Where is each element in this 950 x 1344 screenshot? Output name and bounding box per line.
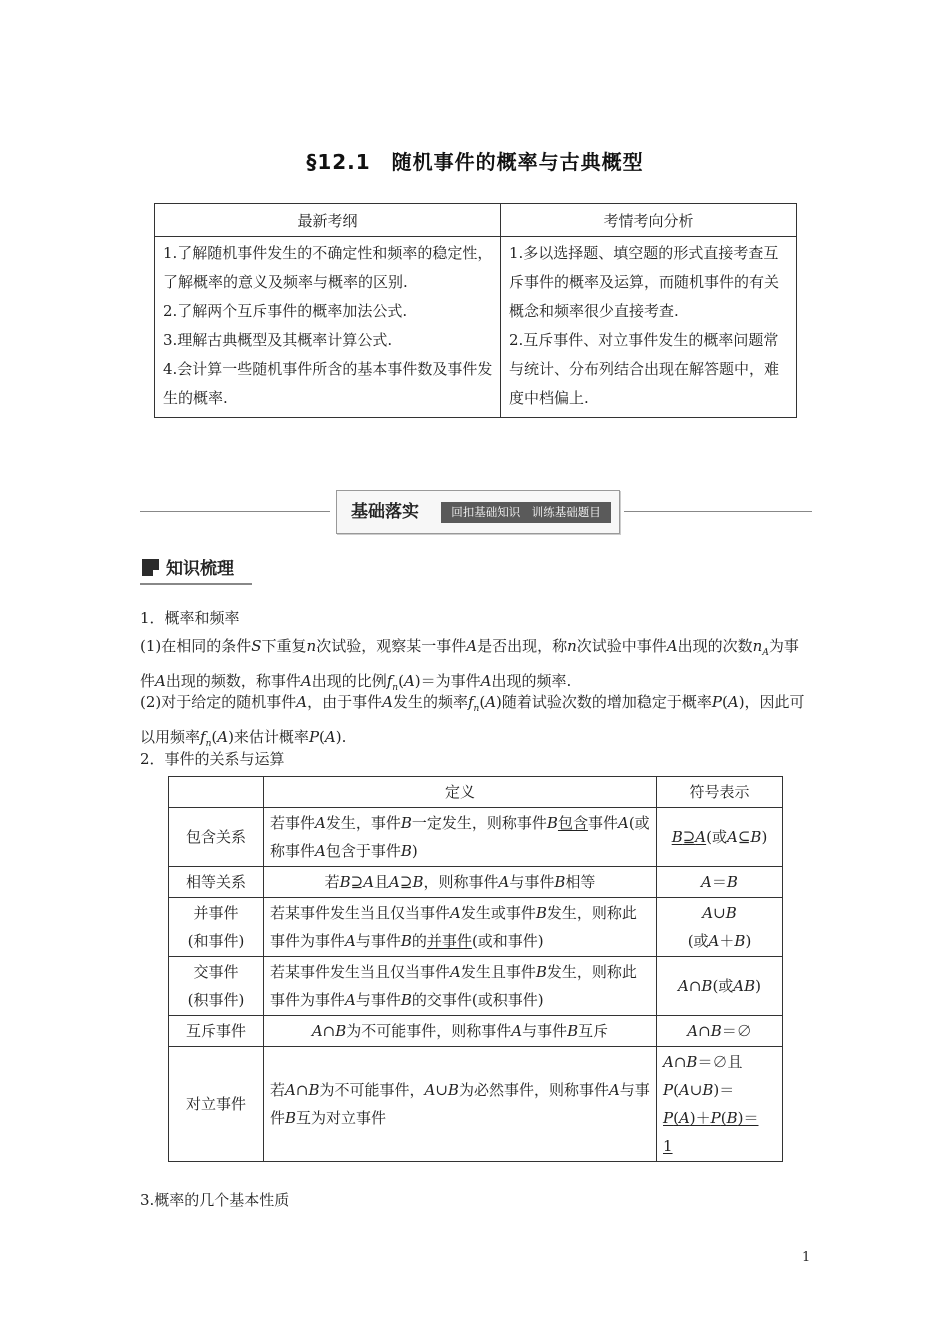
page-title: §12.1 随机事件的概率与古典概型	[306, 150, 644, 174]
row-name-intersection: 交事件 (积事件)	[169, 957, 264, 1016]
knowledge-heading	[140, 553, 252, 583]
definition-union: 若某事件发生当且仅当事件A发生或事件B发生，则称此事件为事件A与事件B的并事件(或和事件)	[264, 898, 657, 957]
outline-item: 1.了解随机事件发生的不确定性和频率的稳定性，了解概率的意义及频率与概率的区别.	[163, 244, 493, 291]
event-relations-table	[168, 776, 783, 1162]
row-name-union: 并事件 (和事件)	[169, 898, 264, 957]
analysis-cell	[501, 237, 797, 418]
row-name-complementary: 对立事件	[169, 1047, 264, 1162]
symbol-equality: A＝B	[657, 867, 783, 898]
analysis-item: 1.多以选择题、填空题的形式直接考查互斥事件的概率及运算，而随机事件的有关概念和频率很少直接考查.	[509, 244, 780, 320]
definition-inclusion: 若事件A发生，事件B一定发生，则称事件B包含事件A(或称事件A包含于事件B)	[264, 808, 657, 867]
definition-intersection: 若某事件发生当且仅当事件A发生且事件B发生，则称此事件为事件A与事件B的交事件(或积事件)	[264, 957, 657, 1016]
banner-box	[336, 490, 620, 534]
col-header-analysis: 考情考向分析	[501, 204, 797, 237]
exam-outline-table	[154, 203, 797, 418]
col-header-definition: 定义	[264, 777, 657, 808]
item1-paragraph1: (1)在相同的条件S下重复n次试验，观察某一事件A是否出现，称n次试验中事件A出现的次数$n_A$为事件A出现的频数，称事件A出现的比例$f_n(A)=$为事件A出现的频率.	[140, 637, 799, 693]
item2-title: 2．事件的关系与运算	[140, 750, 285, 768]
item3-title: 3.概率的几个基本性质	[140, 1191, 290, 1209]
outline-cell	[155, 237, 501, 418]
symbol-mutually-exclusive: A∩B＝∅	[657, 1016, 783, 1047]
item1-paragraph2: (2)对于给定的随机事件A，由于事件A发生的频率$f_n(A)$随着试验次数的增加稳定于概率P(A)，因此可以用频率$f_n(A)$来估计概率P(A).	[140, 693, 805, 749]
row-name-equality: 相等关系	[169, 867, 264, 898]
section-banner	[140, 490, 812, 534]
outline-item: 4.会计算一些随机事件所含的基本事件数及事件发生的概率.	[163, 360, 493, 407]
symbol-inclusion: B⊇A(或A⊆B)	[657, 808, 783, 867]
page-number: 1	[802, 1250, 811, 1265]
banner-title: 基础落实	[351, 502, 419, 522]
symbol-intersection: A∩B(或AB)	[657, 957, 783, 1016]
outline-item: 2.了解两个互斥事件的概率加法公式.	[163, 302, 408, 320]
col-header-outline: 最新考纲	[155, 204, 501, 237]
knowledge-heading-text: 知识梳理	[166, 559, 234, 579]
banner-divider-left	[140, 511, 330, 512]
col-header-symbol: 符号表示	[657, 777, 783, 808]
corner-cell	[169, 777, 264, 808]
definition-complementary: 若A∩B为不可能事件，A∪B为必然事件，则称事件A与事件B互为对立事件	[264, 1047, 657, 1162]
row-name-mutually-exclusive: 互斥事件	[169, 1016, 264, 1047]
symbol-union: A∪B (或A＋B)	[657, 898, 783, 957]
definition-equality: 若B⊇A且A⊇B，则称事件A与事件B相等	[264, 867, 657, 898]
symbol-complementary: A∩B＝∅且 P(A∪B)＝ P(A)＋P(B)＝ 1	[657, 1047, 783, 1162]
square-bullet-icon	[142, 559, 159, 576]
item1-title: 1．概率和频率	[140, 609, 240, 627]
outline-item: 3.理解古典概型及其概率计算公式.	[163, 331, 393, 349]
banner-divider-right	[624, 511, 812, 512]
row-name-inclusion: 包含关系	[169, 808, 264, 867]
banner-subtitle: 回扣基础知识 训练基础题目	[441, 502, 611, 523]
heading-underline	[140, 583, 252, 585]
analysis-item: 2.互斥事件、对立事件发生的概率问题常与统计、分布列结合出现在解答题中，难度中档偏上.	[509, 331, 780, 407]
definition-mutually-exclusive: A∩B为不可能事件，则称事件A与事件B互斥	[264, 1016, 657, 1047]
